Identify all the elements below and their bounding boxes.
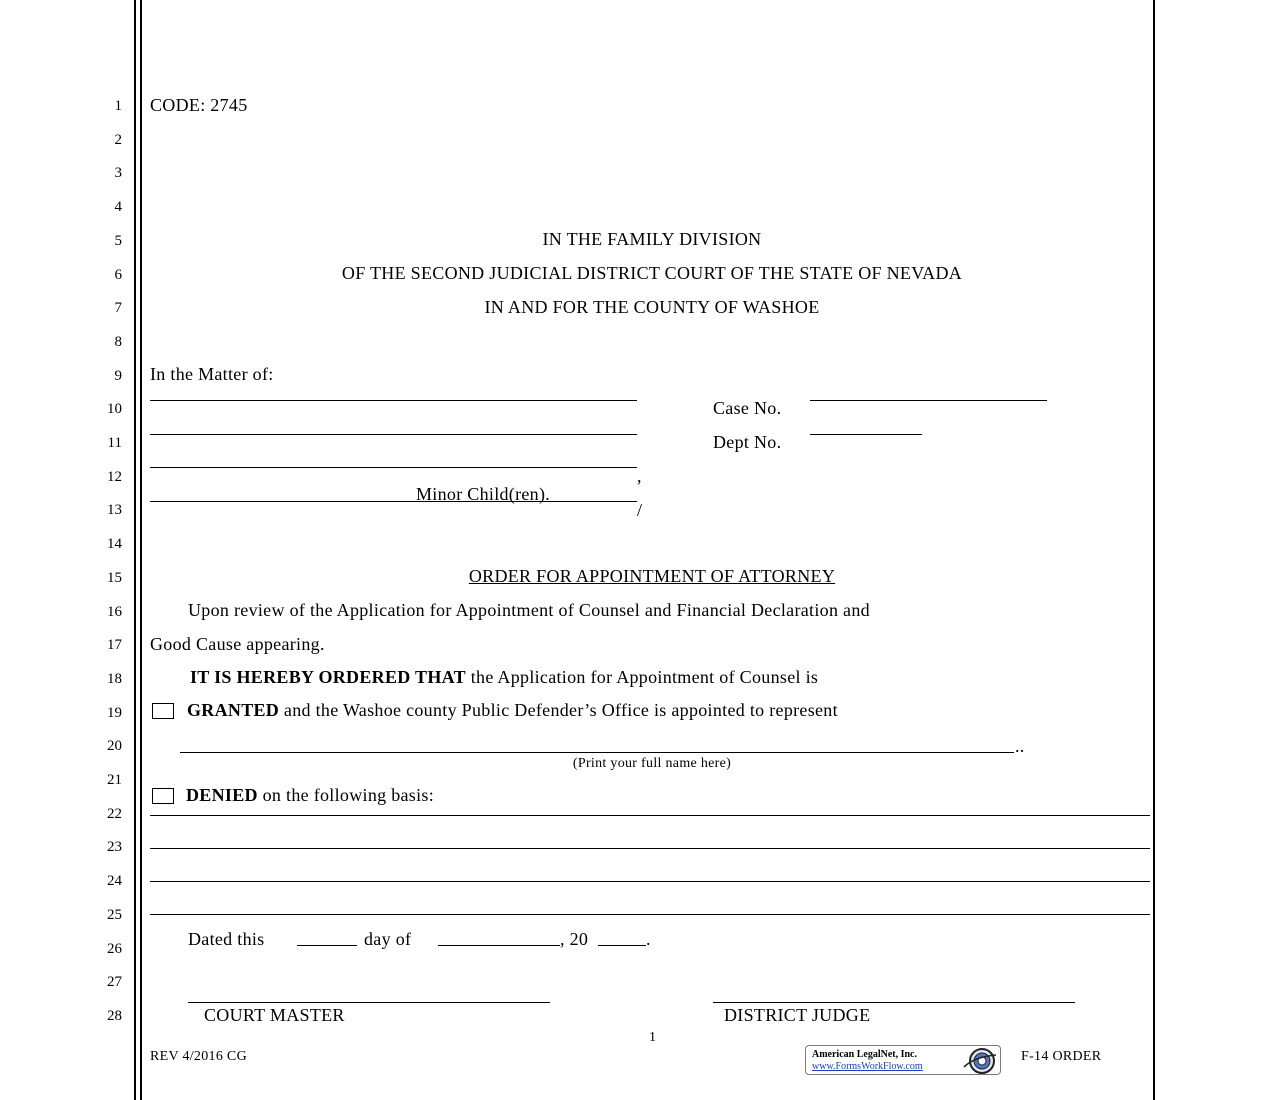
granted-text	[187, 700, 838, 720]
page-number: 1	[649, 1030, 657, 1045]
line-number: 22	[107, 805, 122, 822]
line-number: 7	[114, 300, 122, 317]
dated-end: .	[646, 929, 651, 949]
form-id: F-14 ORDER	[1021, 1049, 1102, 1064]
denied-rest: on the following basis:	[257, 785, 435, 805]
ordered-bold: IT IS HEREBY ORDERED THAT	[190, 667, 466, 687]
party-name-line-2[interactable]	[150, 434, 637, 435]
line-number: 21	[107, 772, 122, 788]
court-heading-line-1: IN THE FAMILY DIVISION	[542, 229, 762, 249]
line-number: 19	[107, 704, 122, 721]
line-number: 12	[107, 468, 122, 485]
minor-children-label: Minor Child(ren).	[416, 484, 551, 504]
name-line-trail: ..	[1015, 736, 1025, 756]
name-hint: (Print your full name here)	[572, 756, 732, 771]
dated-year-field[interactable]	[598, 945, 646, 946]
line-number: 13	[107, 502, 122, 519]
case-number-field[interactable]	[810, 400, 1047, 401]
left-margin-rule-inner	[140, 0, 142, 1100]
district-judge-signature-line[interactable]	[713, 1002, 1075, 1003]
court-master-signature-line[interactable]	[188, 1002, 550, 1003]
dated-prefix: Dated this	[188, 929, 265, 949]
case-number-label: Case No.	[713, 398, 782, 418]
denied-text	[186, 785, 434, 805]
line-number: 16	[107, 603, 122, 620]
ordered-rest: the Application for Appointment of Counsel is	[465, 667, 819, 687]
court-master-label: COURT MASTER	[204, 1005, 345, 1025]
party-name-line-3[interactable]	[150, 467, 637, 468]
line-number: 25	[107, 906, 122, 923]
line-number: 17	[107, 637, 122, 654]
globe-icon	[962, 1047, 998, 1075]
line-number: 24	[107, 873, 122, 890]
line-number: 9	[114, 367, 122, 384]
matter-label: In the Matter of:	[150, 364, 274, 384]
line-number: 5	[114, 232, 122, 249]
line-number: 18	[107, 670, 122, 687]
caption-comma: ,	[637, 466, 642, 486]
caption-slash: /	[637, 500, 643, 520]
line-number: 15	[107, 569, 122, 586]
logo-url[interactable]: www.FormsWorkFlow.com	[812, 1061, 923, 1072]
revision-label: REV 4/2016 CG	[150, 1049, 247, 1064]
line-number: 23	[107, 839, 122, 856]
line-number: 8	[114, 333, 122, 350]
district-judge-label: DISTRICT JUDGE	[724, 1005, 871, 1025]
court-heading-line-2: OF THE SECOND JUDICIAL DISTRICT COURT OF THE STATE OF NEVADA	[341, 263, 963, 283]
denial-basis-line-1[interactable]	[150, 815, 1150, 816]
order-title: ORDER FOR APPOINTMENT OF ATTORNEY	[468, 566, 836, 586]
legalnet-logo[interactable]	[805, 1045, 1001, 1075]
dept-number-label: Dept No.	[713, 432, 782, 452]
granted-bold: GRANTED	[187, 700, 280, 720]
granted-rest: and the Washoe county Public Defender’s Office is appointed to represent	[279, 700, 838, 720]
line-number: 1	[114, 98, 122, 114]
line-number: 2	[114, 131, 122, 148]
line-number: 27	[107, 974, 122, 991]
denied-bold: DENIED	[186, 785, 258, 805]
review-text-line-2: Good Cause appearing.	[150, 634, 325, 654]
right-margin-rule	[1153, 0, 1155, 1100]
logo-company-name: American LegalNet, Inc.	[812, 1049, 917, 1060]
denial-basis-line-3[interactable]	[150, 881, 1150, 882]
left-margin-rule-outer	[134, 0, 136, 1100]
represented-name-field[interactable]	[180, 752, 1014, 753]
line-number: 11	[107, 435, 122, 451]
line-number: 4	[114, 199, 122, 216]
dated-year-label: , 20	[560, 929, 589, 949]
line-number: 3	[114, 165, 122, 182]
form-code: CODE: 2745	[150, 95, 248, 115]
court-heading-line-3: IN AND FOR THE COUNTY OF WASHOE	[484, 297, 820, 317]
review-text-line-1: Upon review of the Application for Appointment of Counsel and Financial Declaration and	[188, 600, 870, 620]
party-name-line-4[interactable]	[150, 501, 637, 502]
line-number: 10	[107, 401, 122, 418]
denied-checkbox[interactable]	[152, 788, 174, 804]
dated-day-label: day of	[364, 929, 412, 949]
line-number: 28	[107, 1007, 122, 1024]
line-number: 26	[107, 940, 122, 957]
dated-month-field[interactable]	[438, 945, 560, 946]
dated-day-field[interactable]	[297, 945, 357, 946]
denial-basis-line-4[interactable]	[150, 914, 1150, 915]
party-name-line-1[interactable]	[150, 400, 637, 401]
line-number: 6	[114, 266, 122, 283]
ordered-text	[190, 667, 818, 687]
line-number: 14	[107, 536, 122, 553]
dept-number-field[interactable]	[810, 434, 922, 435]
line-number: 20	[107, 738, 122, 755]
denial-basis-line-2[interactable]	[150, 848, 1150, 849]
granted-checkbox[interactable]	[152, 703, 174, 719]
